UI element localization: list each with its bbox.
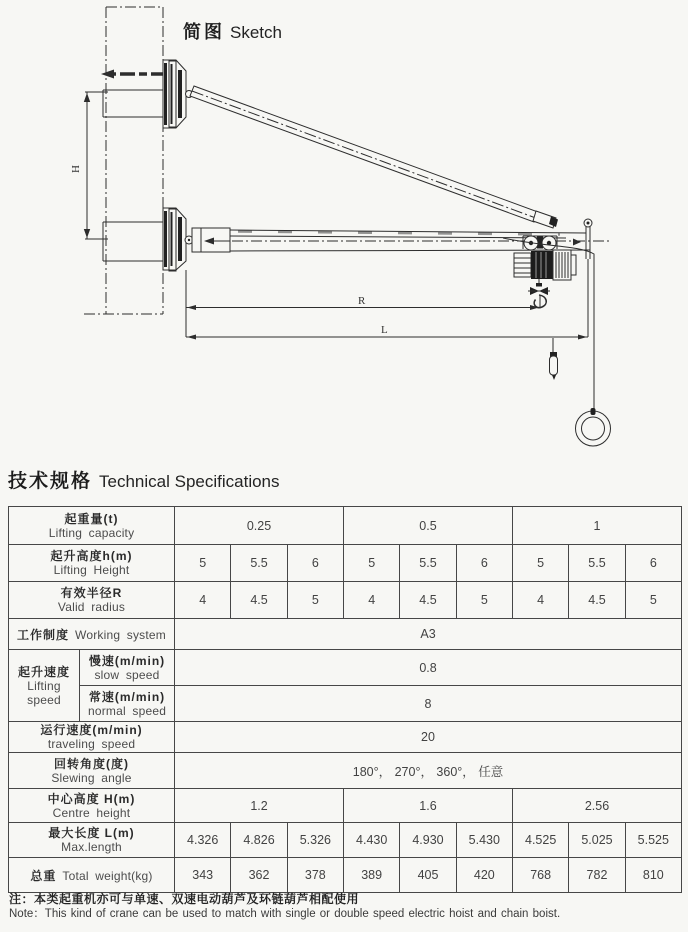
hook <box>528 279 550 308</box>
slow-speed-value: 0.8 <box>175 650 682 686</box>
label-total-weight: 总重 Total weight(kg) <box>9 858 175 893</box>
radius-value: 4.5 <box>231 582 287 619</box>
dim-label-h: H <box>70 165 82 173</box>
height-value: 5.5 <box>400 545 456 582</box>
height-value: 6 <box>625 545 681 582</box>
total-weight-value: 810 <box>625 858 681 893</box>
max-length-value: 5.430 <box>456 823 512 858</box>
sketch-title-zh: 简图 <box>183 22 225 42</box>
label-lifting-capacity: 起重量(t) Lifting capacity <box>9 507 175 545</box>
radius-value: 4 <box>512 582 568 619</box>
jib-end-stop <box>573 219 592 259</box>
traveling-speed-value: 20 <box>175 722 682 753</box>
max-length-value: 4.326 <box>175 823 231 858</box>
row-traveling-speed <box>9 722 682 753</box>
max-length-value: 4.430 <box>344 823 400 858</box>
sketch-title <box>183 18 282 44</box>
row-centre-height <box>9 789 682 823</box>
radius-value: 5 <box>456 582 512 619</box>
slewing-angle-value: 180°， 270°， 360°， 任意 <box>175 753 682 789</box>
label-traveling-speed: 运行速度(m/min) traveling speed <box>9 722 175 753</box>
capacity-value: 0.25 <box>175 507 344 545</box>
radius-value: 5 <box>625 582 681 619</box>
max-length-value: 4.930 <box>400 823 456 858</box>
max-length-value: 5.525 <box>625 823 681 858</box>
height-value: 5.5 <box>231 545 287 582</box>
height-value: 5.5 <box>569 545 625 582</box>
hoist-trolley <box>523 236 557 250</box>
label-working-system: 工作制度 Working system <box>9 619 175 650</box>
capacity-value: 0.5 <box>344 507 513 545</box>
row-normal-speed <box>9 686 682 722</box>
electric-hoist <box>514 250 576 280</box>
row-slewing-angle <box>9 753 682 789</box>
radius-value: 4.5 <box>400 582 456 619</box>
radius-value: 4 <box>344 582 400 619</box>
spec-title-en: Technical Specifications <box>99 472 280 491</box>
label-centre-height: 中心高度 H(m) Centre height <box>9 789 175 823</box>
working-system-value: A3 <box>175 619 682 650</box>
lower-bracket <box>103 208 193 271</box>
total-weight-value: 782 <box>569 858 625 893</box>
footnote-zh: 注：本类起重机亦可与单速、双速电动葫芦及环链葫芦相配使用 <box>9 892 360 906</box>
centre-height-value: 2.56 <box>512 789 681 823</box>
row-working-system <box>9 619 682 650</box>
label-normal-speed: 常速(m/min) normal speed <box>80 686 175 722</box>
max-length-value: 4.826 <box>231 823 287 858</box>
centre-height-value: 1.6 <box>344 789 513 823</box>
pendant-control <box>550 338 558 380</box>
row-lifting-capacity <box>9 507 682 545</box>
total-weight-value: 378 <box>287 858 343 893</box>
spec-section-title <box>8 466 280 493</box>
footnote <box>9 893 560 921</box>
dimension-h <box>84 92 108 239</box>
row-max-length <box>9 823 682 858</box>
total-weight-value: 405 <box>400 858 456 893</box>
height-value: 5 <box>344 545 400 582</box>
radius-value: 5 <box>287 582 343 619</box>
sketch-title-en: Sketch <box>230 23 282 42</box>
normal-speed-value: 8 <box>175 686 682 722</box>
label-slow-speed: 慢速(m/min) slow speed <box>80 650 175 686</box>
total-weight-value: 389 <box>344 858 400 893</box>
row-lifting-height <box>9 545 682 582</box>
height-value: 6 <box>287 545 343 582</box>
total-weight-value: 768 <box>512 858 568 893</box>
label-valid-radius: 有效半径R Valid radius <box>9 582 175 619</box>
label-slewing-angle: 回转角度(度) Slewing angle <box>9 753 175 789</box>
dim-label-l: L <box>381 324 388 336</box>
dim-label-r: R <box>358 295 366 307</box>
spec-title-zh: 技术规格 <box>8 471 93 492</box>
wall-column <box>84 7 163 314</box>
max-length-value: 5.326 <box>287 823 343 858</box>
capacity-value: 1 <box>512 507 681 545</box>
max-length-value: 4.525 <box>512 823 568 858</box>
row-total-weight <box>9 858 682 893</box>
row-valid-radius <box>9 582 682 619</box>
spec-table <box>8 506 682 893</box>
anchor-arrow <box>101 70 166 79</box>
height-value: 6 <box>456 545 512 582</box>
radius-value: 4.5 <box>569 582 625 619</box>
crane-sketch <box>0 0 688 462</box>
height-value: 5 <box>175 545 231 582</box>
label-max-length: 最大长度 L(m) Max.length <box>9 823 175 858</box>
centre-height-value: 1.2 <box>175 789 344 823</box>
total-weight-value: 362 <box>231 858 287 893</box>
footnote-en: Note：This kind of crane can be used to match with single or double speed electric hoist and chain boist. <box>9 907 561 920</box>
tie-rod <box>190 86 558 228</box>
total-weight-value: 343 <box>175 858 231 893</box>
total-weight-value: 420 <box>456 858 512 893</box>
label-lifting-speed: 起升速度 Lifting speed <box>9 650 80 722</box>
height-value: 5 <box>512 545 568 582</box>
upper-bracket <box>103 60 193 128</box>
max-length-value: 5.025 <box>569 823 625 858</box>
radius-value: 4 <box>175 582 231 619</box>
label-lifting-height: 起升高度h(m) Lifting Height <box>9 545 175 582</box>
row-slow-speed <box>9 650 682 686</box>
